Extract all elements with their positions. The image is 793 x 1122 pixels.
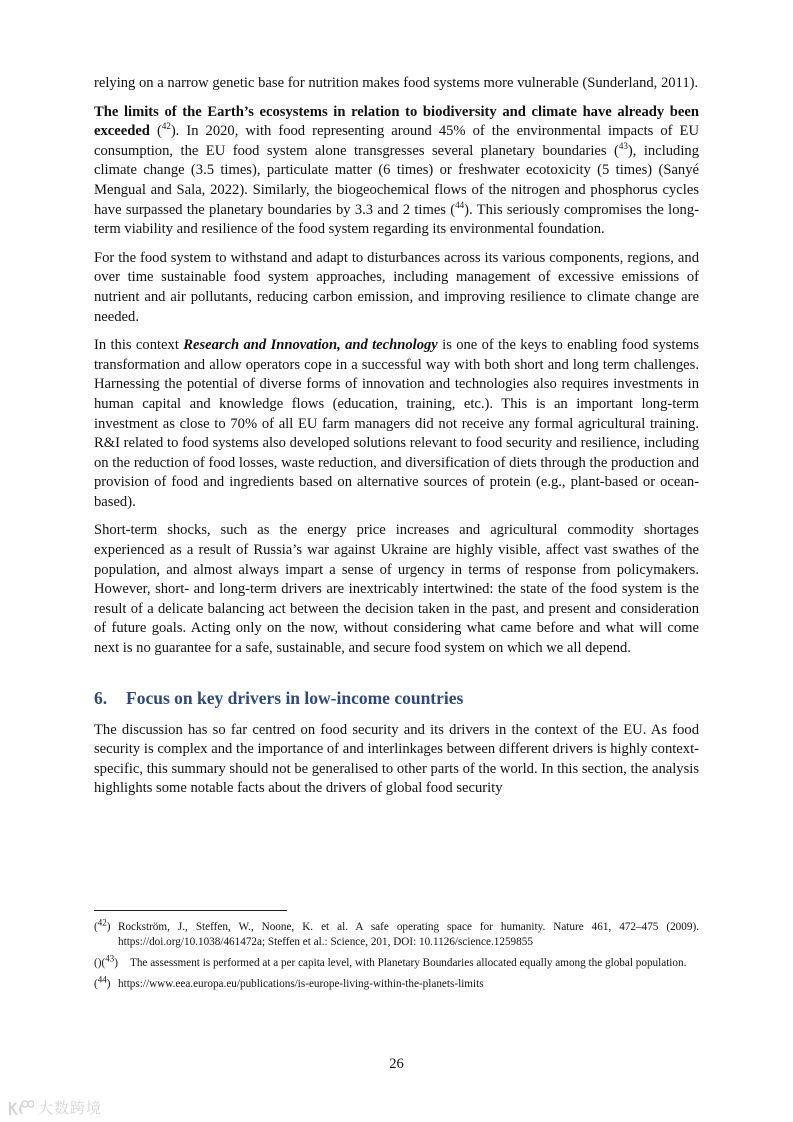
section-heading — [94, 687, 699, 709]
watermark-text: 大数跨境 — [38, 1099, 103, 1117]
footnote-marker: ()($^{43}$) — [94, 953, 118, 969]
kc-logo-icon — [8, 1099, 34, 1117]
footnote-ref-42[interactable]: 42 — [161, 121, 171, 132]
paragraph-discussion — [94, 721, 699, 799]
bold-lead-text: The limits of the Earth’s ecosystems in relation to biodiversity and climate have already been exceeded — [94, 103, 699, 140]
paragraph-short-term-shocks — [94, 521, 699, 658]
paragraph-genetic-base — [94, 74, 699, 94]
footnote-42 — [94, 917, 699, 950]
footnote-ref-44[interactable]: 44 — [455, 199, 465, 210]
paragraph-text: ), including climate change (3.5 times), particulate matter (6 times) or freshwater ecotoxicity (5 times) (Sanyé Mengual and Sala, 2022). Similarly, the biogeochemical flows of the nitrogen and phosphorus cycles have surpassed the planetary boundaries by 3.3 and 2 times ( — [94, 142, 699, 218]
paragraph-text: ). This seriously compromises the long-term viability and resilience of the food system regarding its environmental foundation. — [94, 201, 699, 238]
page-number: 26 — [389, 1056, 404, 1072]
document-page — [94, 74, 699, 808]
footnote-marker: ($^{42}$) — [94, 917, 111, 933]
ref-open: ( — [149, 123, 162, 140]
section-title: Focus on key drivers in low-income countries — [126, 687, 464, 708]
footnote-text: Rockström, J., Steffen, W., Noone, K. et al. A safe operating space for humanity. Nature 461, 472–475 (2009). https://doi.org/10.1038/461472a; Steffen et al.: Science, 201, DOI: 10.1126/science.1259855 — [118, 921, 699, 948]
emphasis-text: Research and Innovation, and technology — [183, 337, 438, 354]
paragraph-text: ). In 2020, with food representing around 45% of the environmental impacts of EU consumption, the EU food system alone transgresses several planetary boundaries ( — [94, 123, 699, 159]
paragraph-text: is one of the keys to enabling food systems transformation and allow operators cope in a successful way with both short and long term challenges. Harnessing the potential of diverse forms of innovation and technologies also requires investments in human capital and knowledge flows (education, training, etc.). This is an important long-term investment as close to 70% of all EU farm managers did not receive any formal agricultural training. R&I related to food systems also developed solutions relevant to food security and resilience, including on the reduction of food losses, waste reduction, and diversification of diets through the production and provision of food and ingredients based on alternative sources of protein (e.g., plant-based or ocean-based). — [94, 337, 699, 510]
paragraph-text: relying on a narrow genetic base for nutrition makes food systems more vulnerable (Sunderland, 2011). — [94, 75, 699, 91]
paragraph-text: The discussion has so far centred on food security and its drivers in the context of the EU. As food security is complex and the importance of and interlinkages between different drivers is highly context-specific, this summary should not be generalised to other parts of the world. In this section, the analysis highlights some notable facts about the drivers of global food security — [94, 721, 699, 797]
footnote-ref-43[interactable]: 43 — [618, 140, 628, 151]
footnote-44 — [94, 974, 699, 992]
footnotes — [94, 917, 699, 998]
footnote-separator — [94, 910, 287, 911]
paragraph-text: Short-term shocks, such as the energy price increases and agricultural commodity shortages experienced as a result of Russia’s war against Ukraine are highly visible, affect vast swathes of the population, and almost always impart a sense of urgency in terms of response from policymakers. However, short- and long-term drivers are inextricably intertwined: the state of the food system is the result of a delicate balancing act between the decision taken in the past, and present and consideration of future goals. Acting only on the now, without considering what came before and what will come next is no guarantee for a safe, sustainable, and secure food system on which we all depend. — [94, 522, 699, 657]
watermark — [8, 1097, 102, 1118]
footnote-link[interactable]: https://www.eea.europa.eu/publications/is-europe-living-within-the-planets-limits — [118, 978, 484, 990]
footnote-marker: ($^{44}$) — [94, 974, 111, 990]
paragraph-text: In this context — [94, 337, 184, 354]
paragraph-text: For the food system to withstand and adapt to disturbances across its various components, regions, and over time sustainable food system approaches, including management of excessive emissions of nutrient and air pollutants, reducing carbon emission, and improving resilience to climate change are needed. — [94, 249, 699, 325]
footnote-43 — [94, 953, 699, 971]
paragraph-research-innovation — [94, 336, 699, 512]
paragraph-resilience — [94, 249, 699, 327]
section-number: 6. — [94, 687, 108, 708]
paragraph-earth-limits — [94, 103, 699, 240]
footnote-text: The assessment is performed at a per capita level, with Planetary Boundaries allocated equally among the global population. — [130, 957, 687, 969]
